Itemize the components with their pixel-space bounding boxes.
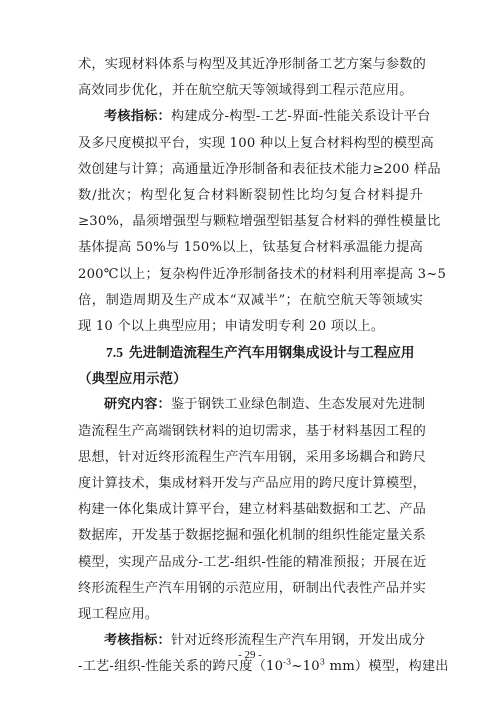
paragraph-line: 构建一体化集成计算平台，建立材料基础数据和工艺、产品 — [78, 502, 427, 518]
paragraph-line — [78, 104, 431, 130]
superscript: -3 — [283, 657, 292, 667]
paragraph-line: 度计算技术，集成材料开发与产品应用的跨尺度计算模型， — [78, 476, 427, 491]
document-page — [78, 52, 449, 681]
assessment-label: 考核指标： — [104, 109, 171, 125]
paragraph-line: 现工程应用。 — [78, 606, 159, 622]
paragraph-line: 模型，实现产品成分-工艺-组织-性能的精准预报；开展在近 — [78, 554, 427, 570]
paragraph-text: -工艺-组织-性能关系的跨尺度（10 — [78, 659, 284, 675]
paragraph-line: 术，实现材料体系与构型及其近净形制备工艺方案与参数的 — [78, 57, 427, 72]
section-heading — [78, 340, 423, 366]
paragraph-line: 造流程生产高端钢铁材料的迫切需求，基于材料基因工程的 — [78, 423, 427, 439]
paragraph-text: mm）模型，构建出 — [325, 659, 449, 675]
paragraph-line: 现 10 个以上典型应用；申请发明专利 20 项以上。 — [78, 318, 385, 334]
paragraph-line: ≥30%，晶须增强型与颗粒增强型铝基复合材料的弹性模量比 — [78, 214, 441, 230]
page-number: - 29 - — [238, 649, 262, 661]
paragraph-text: 鉴于钢铁工业绿色制造、生态发展对先进制 — [170, 397, 426, 413]
paragraph-line: 基体提高 50%与 150%以上，钛基复合材料承温能力提高 — [78, 240, 423, 256]
paragraph-line: 高效同步优化，并在航空航天等领域得到工程示范应用。 — [78, 83, 413, 99]
paragraph-text: 针对近终形流程生产汽车用钢，开发出成分 — [170, 633, 426, 649]
paragraph-line: 思想，针对近终形流程生产汽车用钢，采用多场耦合和跨尺 — [78, 449, 427, 465]
paragraph-line: 倍，制造周期及生产成本“双减半”；在航空航天等领域实 — [78, 292, 423, 308]
section-number: 7.5 — [106, 345, 123, 361]
paragraph-line: 数/批次；构型化复合材料断裂韧性比均匀复合材料提升 — [78, 187, 423, 203]
paragraph-line: 数据库，开发基于数据挖掘和强化机制的组织性能定量关系 — [78, 528, 427, 544]
paragraph-line: 200℃以上；复杂构件近净形制备技术的材料利用率提高 3~5 — [78, 266, 447, 282]
assessment-label: 考核指标： — [104, 633, 171, 649]
paragraph-line: 及多尺度模拟平台，实现 100 种以上复合材料构型的模型高 — [78, 135, 434, 151]
research-content-label: 研究内容： — [104, 397, 171, 413]
section-title: 先进制造流程生产汽车用钢集成设计与工程应用 — [129, 345, 415, 362]
paragraph-line: 终形流程生产汽车用钢的示范应用，研制出代表性产品并实 — [78, 580, 427, 596]
paragraph-text: ~10 — [291, 659, 320, 675]
paragraph-text: 构建成分-构型-工艺-界面-性能关系设计平台 — [170, 109, 431, 125]
superscript: 3 — [319, 657, 326, 667]
paragraph-line — [78, 392, 426, 418]
paragraph-line: 效创建与计算；高通量近净形制备和表征技术能力≥200 样品 — [78, 161, 441, 177]
section-heading-continued: （典型应用示范） — [78, 371, 187, 388]
